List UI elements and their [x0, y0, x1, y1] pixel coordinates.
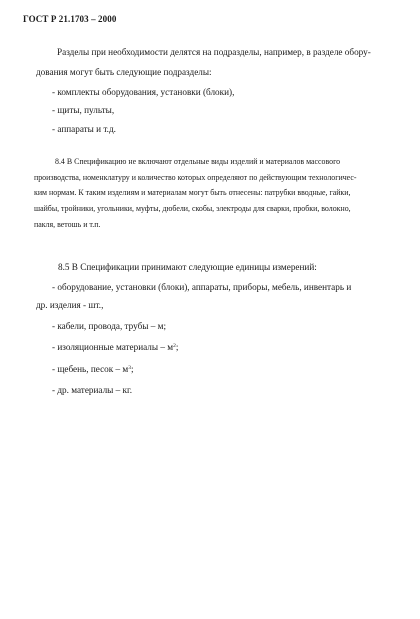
section3-item4-superscript: 3: [128, 365, 131, 371]
section2-line-1: 8.4 В Спецификацию не включают отдельные виды изделий и материалов массового: [55, 157, 341, 166]
section3-item1-line1: - оборудование, установки (блоки), аппараты, приборы, мебель, инвентарь и: [52, 282, 352, 292]
section2-line-2: производства, номенклатуру и количество которых определяют по действующим технологичес-: [34, 173, 357, 182]
section1-item-1: - комплекты оборудования, установки (блоки),: [52, 87, 235, 97]
section3-item3-text: - изоляционные материалы – м: [52, 342, 174, 352]
section3-item3-superscript: 2: [173, 343, 176, 349]
section3-item5: - др. материалы – кг.: [52, 385, 133, 395]
section3-item3: [52, 343, 178, 352]
section3-item4-text: - щебень, песок – м: [52, 364, 129, 374]
section1-intro-line2: дования могут быть следующие подразделы:: [36, 67, 212, 77]
section2-line-3: ким нормам. К таким изделиям и материалам могут быть отнесены: патрубки вводные, гайки,: [34, 188, 351, 197]
section2-line-5: пакля, ветошь и т.п.: [34, 220, 101, 229]
section3-item3-end: ;: [175, 342, 179, 352]
section3-item1-line2: др. изделия - шт.,: [36, 300, 104, 310]
document-header: ГОСТ Р 21.1703 – 2000: [23, 14, 117, 24]
section1-item-2: - щиты, пульты,: [52, 105, 115, 115]
section1-item-3: - аппараты и т.д.: [52, 124, 116, 134]
section3-item4-end: ;: [130, 364, 134, 374]
section2-line-4: шайбы, тройники, угольники, муфты, дюбели, скобы, электроды для сварки, пробки, волокно,: [34, 204, 351, 213]
section1-intro-line1: Разделы при необходимости делятся на подразделы, например, в разделе обору-: [57, 47, 371, 57]
section3-item2: - кабели, провода, трубы – м;: [52, 321, 167, 331]
section3-intro: 8.5 В Спецификации принимают следующие единицы измерений:: [58, 262, 317, 272]
section3-item4: [52, 365, 134, 374]
